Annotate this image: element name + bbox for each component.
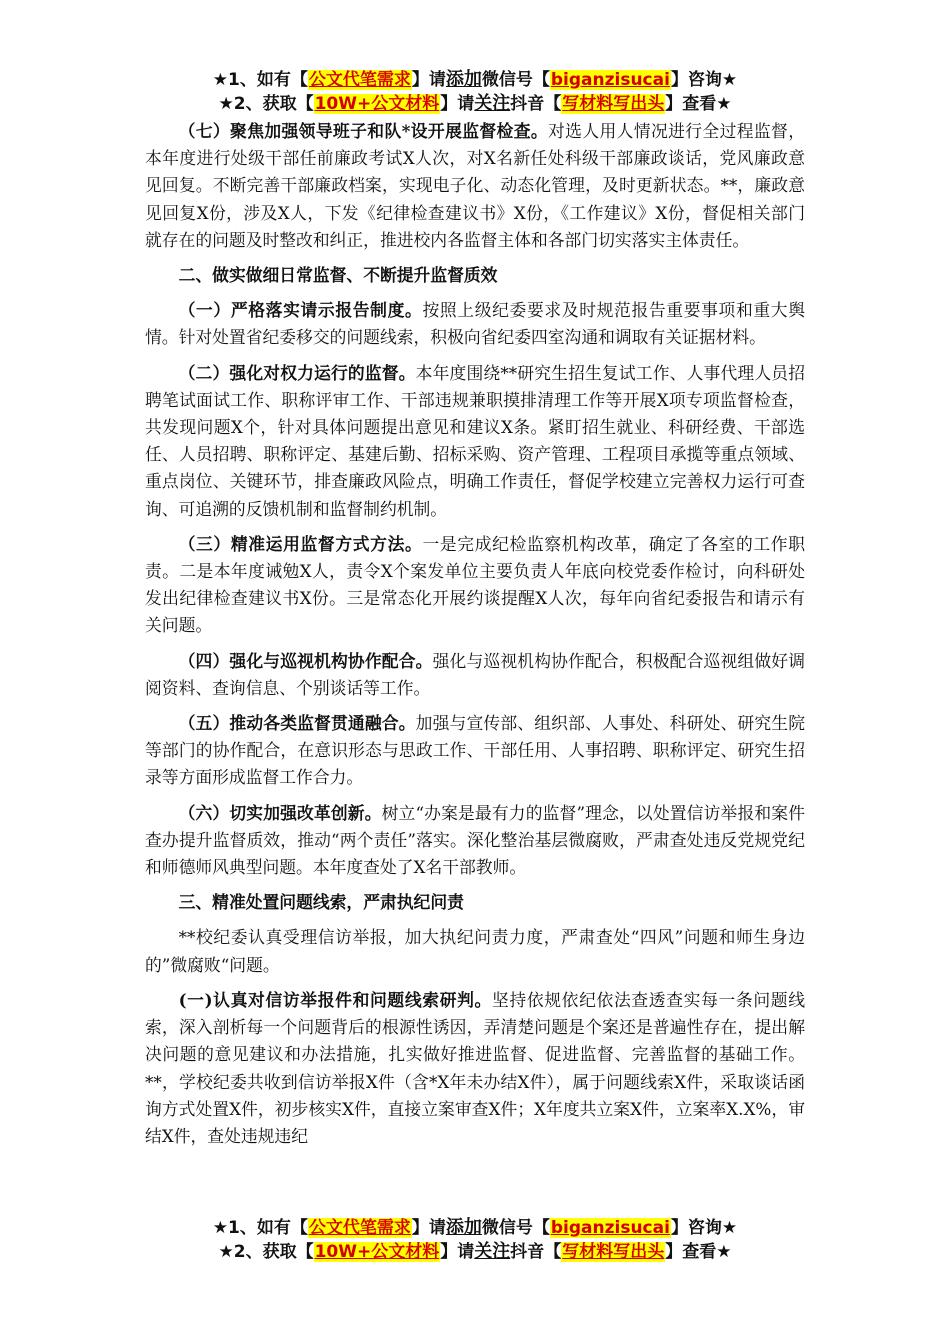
paragraph-title: （三）精准运用监督方式方法。: [178, 533, 423, 554]
footer-banner: [0, 1216, 950, 1264]
header-banner: [0, 68, 950, 116]
paragraph-intro-section-3: [145, 924, 805, 978]
highlight-wechat-id: biganzisucai: [550, 1218, 670, 1238]
paragraph-body: 按照上级纪委要求及时规范报告重要事项和重大舆情。针对处置省纪委移交的问题线索，积极向省纪委四室沟通和调取有关证据材料。: [145, 300, 805, 348]
paragraph-supervision-methods: [145, 531, 805, 640]
banner-line-1: ★1、如有【公文代笔需求】请添加微信号【biganzisucai】咨询★: [212, 69, 738, 90]
paragraph-title: （四）强化与巡视机构协作配合。: [178, 650, 433, 671]
paragraph-body: 强化与巡视机构协作配合，积极配合巡视组做好调阅资料、查询信息、个别谈话等工作。: [145, 650, 805, 698]
paragraph-body: 一是完成纪检监察机构改革，确定了各室的工作职责。二是本年度诫勉X人，责令X个案发单位主要负责人年底向校党委作检讨，向科研处发出纪律检查建议书X份。三是常态化开展约谈提醒X人次，每年向省纪委报告和请示有关问题。: [145, 533, 805, 636]
paragraph-title: （七）聚焦加强领导班子和队*设开展监督检查。: [178, 121, 549, 141]
document-body: [145, 118, 805, 1158]
paragraph-petition-analysis: [145, 987, 805, 1150]
highlight-service: 公文代笔需求: [308, 1218, 411, 1238]
paragraph-reform-innovation: [145, 800, 805, 882]
paragraph-body: **校纪委认真受理信访举报，加大执纪问责力度，严肃查处“四风”问题和师生身边的”微腐败“问题。: [145, 927, 805, 975]
paragraph-body: 本年度围绕**研究生招生复试工作、人事代理人员招聘笔试面试工作、职称评审工作、干部违规兼职摸排清理工作等开展X项专项监督检查，共发现问题X个，针对具体问题提出意见和建议X条。紧盯招生就业、科研经费、干部选任、人员招聘、职称评定、基建后勤、招标采购、资产管理、工程项目承揽等重点领域、重点岗位、关键环节，排查廉政风险点，明确工作责任，督促学校建立完善权力运行可查询、可追溯的反馈机制和监督制约机制。: [145, 362, 805, 519]
section-heading-3: 三、精准处置问题线索，严肃执纪问责: [178, 892, 464, 913]
paragraph-body: 对选人用人情况进行全过程监督，本年度进行处级干部任前廉政考试X人次，对X名新任处科级干部廉政谈话，党风廉政意见回复。不断完善干部廉政档案，实现电子化、动态化管理，及时更新状态。**，廉政意见回复X份，涉及X人，下发《纪律检查建议书》X份，《工作建议》X份，督促相关部门就存在的问题及时整改和纠正，推进校内各监督主体和各部门切实落实主体责任。: [145, 121, 805, 250]
paragraph-body: 树立“办案是最有力的监督”理念，以处置信访举报和案件查办提升监督质效，推动“两个责任”落实。深化整治基层微腐败，严肃查处违反党规党纪和师德师风典型问题。本年度查处了X名干部教师。: [145, 802, 805, 878]
paragraph-supervision-integration: [145, 710, 805, 792]
banner-line-1: ★1、如有【公文代笔需求】请添加微信号【biganzisucai】咨询★: [212, 1217, 738, 1238]
paragraph-inspection-cooperation: [145, 648, 805, 702]
highlight-materials: 10W+公文材料: [314, 94, 440, 114]
paragraph-title: （六）切实加强改革创新。: [178, 802, 382, 823]
highlight-service: 公文代笔需求: [308, 70, 411, 90]
banner-line-2: ★2、获取【10W+公文材料】请关注抖音【写材料写出头】查看★: [218, 93, 732, 114]
paragraph-title: (一)认真对信访举报件和问题线索研判。: [178, 989, 492, 1010]
paragraph-body: 坚持依规依纪依法查透查实每一条问题线索，深入剖析每一个问题背后的根源性诱因，弄清楚问题是个案还是普遍性存在，提出解决问题的意见建议和办法措施，扎实做好推进监督、促进监督、完善监督的基础工作。**，学校纪委共收到信访举报X件（含*X年未办结X件），属于问题线索X件，采取谈话函询方式处置X件，初步核实X件，直接立案审查X件；X年度共立案X件，立案率X.X%，审结X件，查处违规违纪: [145, 989, 805, 1146]
paragraph-reporting-system: [145, 297, 805, 351]
paragraph-power-supervision: [145, 360, 805, 523]
section-heading-2: 二、做实做细日常监督、不断提升监督质效: [178, 265, 498, 286]
highlight-douyin-account: 写材料写出头: [562, 1242, 665, 1262]
paragraph-body: 加强与宣传部、组织部、人事处、科研处、研究生院等部门的协作配合，在意识形态与思政工作、干部任用、人事招聘、职称评定、研究生招录等方面形成监督工作合力。: [145, 713, 805, 788]
paragraph-title: （五）推动各类监督贯通融合。: [178, 713, 416, 734]
highlight-wechat-id: biganzisucai: [550, 70, 670, 90]
paragraph-title: （二）强化对权力运行的监督。: [178, 362, 416, 383]
paragraph-7-leadership-supervision: [145, 118, 805, 254]
highlight-materials: 10W+公文材料: [314, 1242, 440, 1262]
banner-line-2: ★2、获取【10W+公文材料】请关注抖音【写材料写出头】查看★: [218, 1241, 732, 1262]
paragraph-title: （一）严格落实请示报告制度。: [178, 300, 423, 321]
highlight-douyin-account: 写材料写出头: [562, 94, 665, 114]
